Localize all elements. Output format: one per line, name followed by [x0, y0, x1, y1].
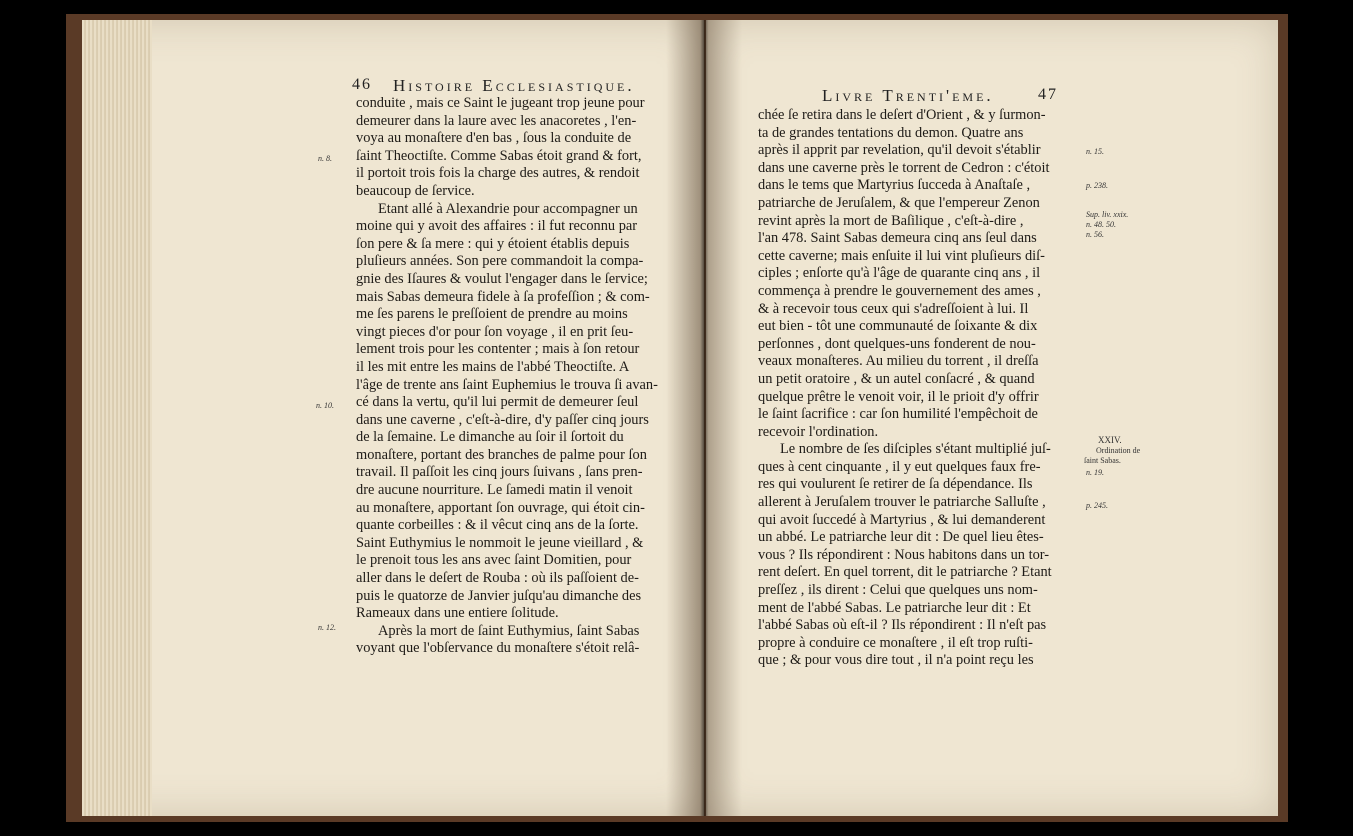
book-gutter	[666, 20, 742, 816]
text-line: de la ſemaine. Le dimanche au ſoir il ſortoit du	[356, 429, 624, 446]
book	[66, 14, 1288, 822]
text-line: monaſtere, portant des branches de palme pour ſon	[356, 446, 647, 463]
text-line: conduite , mais ce Saint le jugeant trop jeune pour	[356, 95, 645, 111]
text-line: Saint Euthymius le nommoit le jeune vieillard , &	[356, 534, 644, 551]
text-line: Après la mort de ſaint Euthymius, ſaint Sabas	[378, 622, 640, 639]
text-line: Le nombre de ſes diſciples s'étant multiplié juſ-	[780, 441, 1051, 458]
margin-note: Sup. liv. xxix.	[1086, 210, 1129, 219]
text-line: pluſieurs années. Son pere commandoit la compa-	[356, 253, 644, 270]
left-running-head: Histoire Ecclesiastique.	[393, 76, 635, 95]
text-line: mais Sabas demeura fidele à ſa profeſſion ; & com-	[356, 288, 650, 305]
text-line: lement trois pour les contenter ; mais à ſon retour	[356, 341, 640, 358]
text-line: puis le quatorze de Janvier juſqu'au dimanche des	[356, 587, 642, 604]
text-line: travail. Il paſſoit les cinq jours ſuivans , ſans pren-	[356, 464, 643, 481]
left-body-text	[356, 95, 658, 658]
right-page-number: 47	[1038, 86, 1058, 103]
margin-section-number: XXIV.	[1098, 435, 1122, 445]
text-line: après il apprit par revelation, qu'il devoit s'établir	[758, 142, 1041, 159]
text-line: eut bien - tôt une communauté de ſoixante & dix	[758, 318, 1038, 335]
text-line: Rameaux dans une entiere ſolitude.	[356, 605, 559, 622]
text-line: le prenoit tous les ans avec ſaint Domitien, pour	[356, 552, 632, 569]
text-line: un abbé. Le patriarche leur dit : De quel lieu êtes-	[758, 529, 1044, 546]
text-line: dans une caverne près le torrent de Cedron : c'étoit	[758, 159, 1050, 176]
text-line: moine qui y avoit des affaires : il fut reconnu par	[356, 218, 638, 235]
text-line: vingt pieces d'or pour ſon voyage , il en prit ſeu-	[356, 323, 634, 340]
text-line: propre à conduire ce monaſtere , il eſt trop ruſti-	[758, 634, 1033, 651]
text-line: patriarche de Jeruſalem, & que l'empereur Zenon	[758, 194, 1040, 211]
margin-note: ſaint Sabas.	[1084, 456, 1121, 465]
text-line: perſonnes , dont quelques-uns fonderent de nou-	[758, 335, 1036, 352]
text-line: preſſez , ils dirent : Celui que quelques uns nom-	[758, 582, 1038, 599]
text-line: un petit oratoire , & un autel conſacré , & quand	[758, 370, 1035, 387]
text-line: ques à cent cinquante , il y eut quelques faux fre-	[758, 458, 1041, 475]
text-line: dans le tems que Martyrius ſucceda à Anaſtaſe ,	[758, 177, 1031, 194]
margin-note: n. 56.	[1086, 230, 1104, 239]
text-line: l'an 478. Saint Sabas demeura cinq ans ſeul dans	[758, 230, 1037, 247]
text-line: cette caverne; mais enſuite il lui vint pluſieurs diſ-	[758, 247, 1045, 264]
margin-note: p. 245.	[1086, 501, 1108, 510]
text-line: il les mit entre les mains de l'abbé Theoctiſte. A	[356, 358, 630, 375]
text-line: ment de l'abbé Sabas. Le patriarche leur dit : Et	[758, 599, 1031, 616]
left-page-number: 46	[352, 76, 372, 93]
text-line: dre aucune nourriture. Le ſamedi matin il venoit	[356, 482, 633, 499]
margin-note: n. 19.	[1086, 468, 1104, 477]
text-line: ta de grandes tentations du demon. Quatre ans	[758, 124, 1024, 141]
text-line: & à recevoir tous ceux qui s'adreſſoient à lui. Il	[758, 300, 1029, 317]
text-line: il portoit trois fois la charge des autres, & rendoit	[356, 165, 640, 182]
text-line: ſon pere & ſa mere : qui y étoient établis depuis	[356, 235, 630, 252]
margin-note: n. 8.	[318, 154, 332, 163]
margin-note: n. 15.	[1086, 147, 1104, 156]
page-edges	[82, 20, 152, 816]
text-line: commença à prendre le gouvernement des ames ,	[758, 282, 1041, 299]
text-line: gnie des Iſaures & voulut l'engager dans le ſervice;	[356, 270, 648, 287]
margin-note: n. 10.	[316, 401, 334, 410]
text-line: quelque prêtre le venoit voir, il le prioit d'y offrir	[758, 388, 1039, 405]
text-line: ſaint Theoctiſte. Comme Sabas étoit grand & fort,	[356, 147, 642, 164]
text-line: voya au monaſtere d'en bas , ſous la conduite de	[356, 130, 632, 147]
text-line: revint après la mort de Baſilique , c'eſt-à-dire ,	[758, 212, 1024, 229]
text-line: veaux monaſteres. Au milieu du torrent , il dreſſa	[758, 353, 1039, 370]
text-line: l'âge de trente ans ſaint Euphemius le trouva ſi avan-	[356, 376, 658, 393]
right-body-text	[758, 107, 1052, 670]
text-line: l'abbé Sabas où eſt-il ? Ils répondirent : Il n'eſt pas	[758, 617, 1047, 634]
margin-note: p. 238.	[1086, 181, 1108, 190]
text-line: Etant allé à Alexandrie pour accompagner un	[378, 200, 638, 217]
text-line: aller dans le deſert de Rouba : où ils paſſoient de-	[356, 570, 639, 587]
right-running-head: Livre Trenti'eme.	[822, 86, 994, 105]
text-line: demeurer dans la laure avec les anacoretes , l'en-	[356, 112, 637, 129]
text-line: beaucoup de ſervice.	[356, 182, 475, 199]
text-line: recevoir l'ordination.	[758, 423, 879, 440]
text-line: allerent à Jeruſalem trouver le patriarche Salluſte ,	[758, 494, 1046, 511]
text-line: au monaſtere, apportant ſon ouvrage, qui étoit cin-	[356, 499, 645, 516]
text-line: quante corbeilles : & il vêcut cinq ans de la ſorte.	[356, 517, 639, 534]
text-line: voyant que l'obſervance du monaſtere s'étoit relâ-	[356, 640, 640, 657]
text-line: le ſaint ſacrifice : car ſon humilité l'empêchoit de	[758, 406, 1038, 423]
text-line: me ſes parens le preſſoient de prendre au moins	[356, 306, 628, 323]
text-line: ciples ; enſorte qu'à l'âge de quarante cinq ans , il	[758, 265, 1041, 282]
text-line: cé dans la vertu, qu'il lui permit de demeurer ſeul	[356, 394, 639, 411]
text-line: que ; & pour vous dire tout , il n'a point reçu les	[758, 652, 1034, 669]
margin-note: n. 48. 50.	[1086, 220, 1116, 229]
text-line: qui avoit ſuccedé à Martyrius , & lui demanderent	[758, 511, 1046, 528]
margin-note: Ordination de	[1096, 446, 1141, 455]
text-line: chée ſe retira dans le deſert d'Orient , & y ſurmon-	[758, 107, 1046, 123]
text-line: vous ? Ils répondirent : Nous habitons dans un tor-	[758, 546, 1050, 563]
margin-note: n. 12.	[318, 623, 336, 632]
text-line: rent deſert. En quel torrent, dit le patriarche ? Etant	[758, 564, 1052, 581]
text-line: res qui voulurent ſe retirer de ſa dépendance. Ils	[758, 476, 1033, 493]
text-line: dans une caverne , c'eſt-à-dire, d'y paſſer cinq jours	[356, 411, 649, 428]
